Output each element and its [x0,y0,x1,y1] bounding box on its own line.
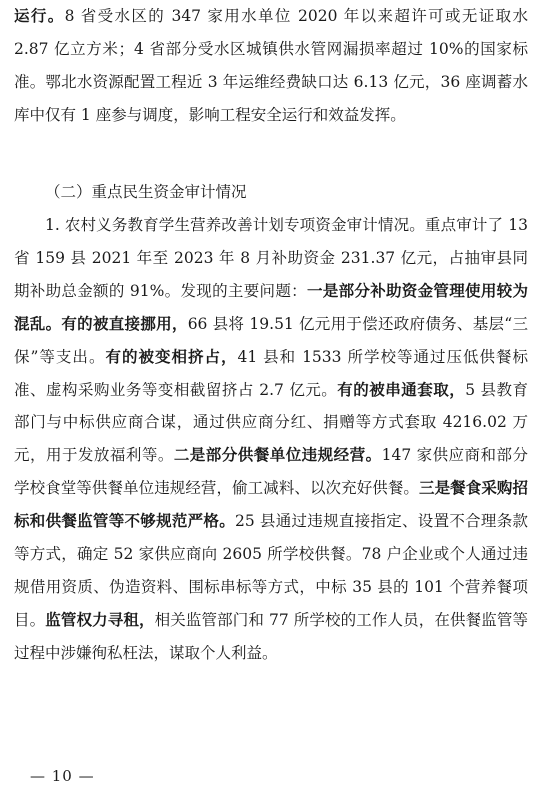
section-heading: （二）重点民生资金审计情况 [45,183,247,201]
text-run: 5 县教育部门与中标供应商合谋，通过供应商分红、捐赠等方式套取 4216.02 万元，用于发放福利等。 [14,380,528,465]
paragraph-continued [14,0,528,132]
text-run-bold: 有的被变相挤占， [105,347,238,366]
text-run: 1. 农村义务教育学生营养改善计划专项资金审计情况。重点审计了 13 省 159 县 2021 年至 2023 年 8 月补助资金 231.37 亿元，占抽审县同期补助总金额的 91%。发现的主要问题： [14,216,528,300]
text-run-bold: 一是部分补助资金管理使用较为混乱。有的被直接挪用， [14,281,528,333]
text-run: 25 县通过违规直接指定、设置不合理条款等方式，确定 52 家供应商向 2605 所学校供餐。78 户企业或个人通过违规借用资质、伪造资料、围标串标等方式，中标 35 县的 101 个营养餐项目。 [14,512,528,629]
text-run: 147 家供应商和部分学校食堂等供餐单位违规经营，偷工减料、以次充好供餐。 [14,446,528,498]
text-run-bold: 监管权力寻租， [45,610,155,629]
text-run: 8 省受水区的 347 家用水单位 2020 年以来超许可或无证取水 2.87 亿立方米；4 省部分受水区城镇供水管网漏损率超过 10%的国家标准。鄂北水资源配置工程近 3 年运维经费缺口达 6.13 亿元，36 座调蓄水库中仅有 1 座参与调度，影响工程安全运行和效益发挥。 [14,7,528,124]
text-run: 运行。 [14,7,65,25]
text-run: 相关监管部门和 77 所学校的工作人员，在供餐监管等过程中涉嫌徇私枉法，谋取个人利益。 [14,610,528,662]
text-run: 66 县将 19.51 亿元用于偿还政府债务、基层“三保”等支出。 [14,314,528,366]
paragraph-main [14,209,528,670]
text-run-bold: 二是部分供餐单位违规经营。 [173,446,382,465]
text-run: 41 县和 1533 所学校等通过压低供餐标准、虚构采购业务等变相截留挤占 2.7 亿元。 [14,347,528,399]
page-number: — 10 — [30,767,95,785]
text-run-bold: 有的被串通套取， [337,380,466,399]
text-run-bold: 三是餐食采购招标和供餐监管等不够规范严格。 [14,479,528,531]
